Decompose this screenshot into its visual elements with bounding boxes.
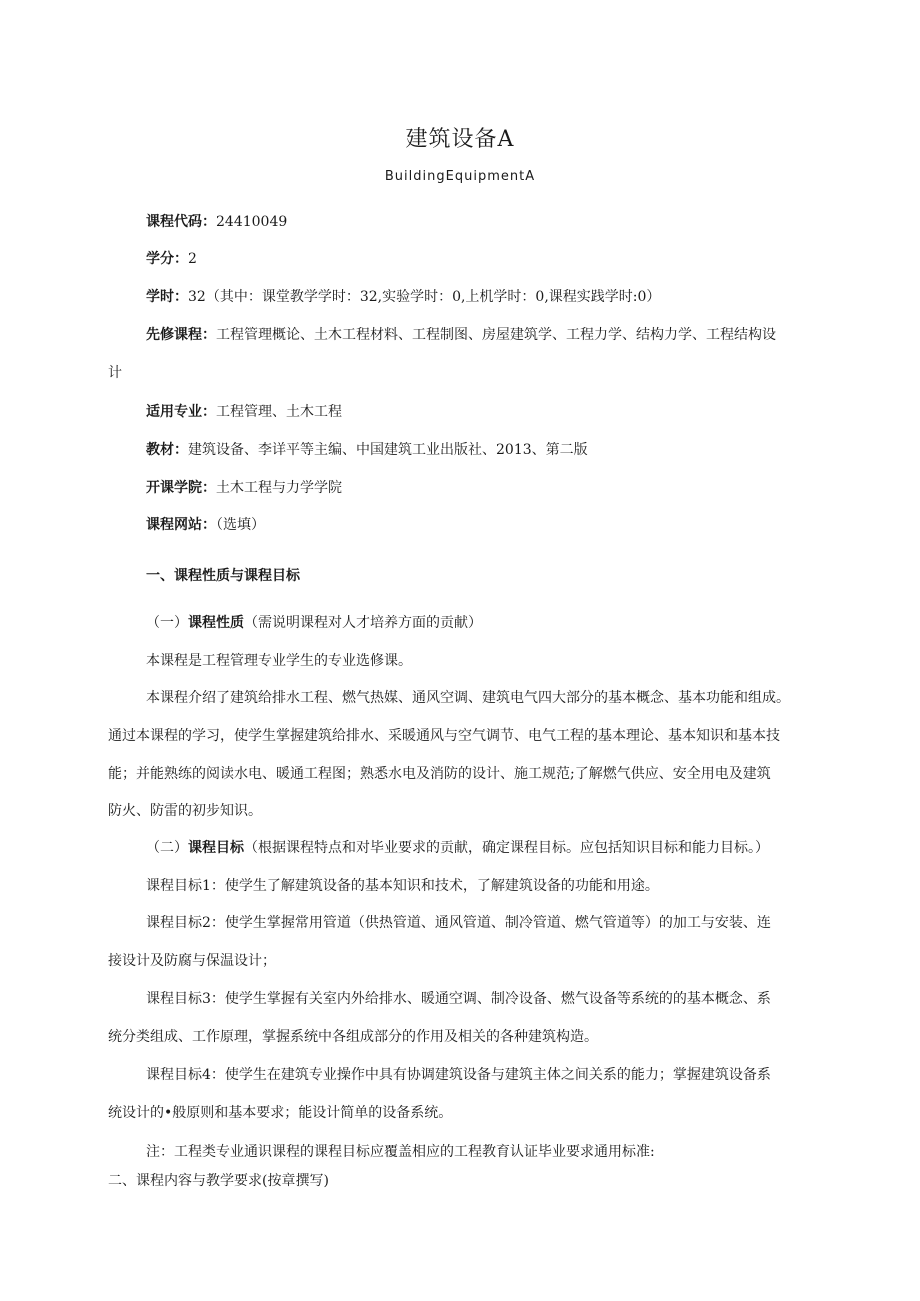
nature-prefix: （一）	[146, 615, 188, 631]
course-code-label: 课程代码：	[146, 214, 216, 230]
document-title: 建筑设备A	[405, 127, 515, 152]
website-row	[146, 516, 265, 534]
document-subtitle: BuildingEquipmentA	[384, 169, 536, 184]
nature-p2-line1: 本课程介绍了建筑给排水工程、燃气热媒、通风空调、建筑电气四大部分的基本概念、基本功能和组成。	[146, 690, 790, 706]
college-row	[146, 479, 342, 497]
nature-note: （需说明课程对人才培养方面的贡献）	[244, 615, 482, 631]
nature-label: 课程性质	[188, 615, 244, 631]
goal-3-line2: 统分类组成、工作原理，掌握系统中各组成部分的作用及相关的各种建筑构造。	[108, 1029, 598, 1045]
goals-subheading	[146, 839, 769, 857]
nature-p2-line4: 防火、防雷的初步知识。	[108, 803, 262, 819]
majors-label: 适用专业：	[146, 404, 216, 420]
nature-subheading	[146, 614, 482, 632]
goal-4-line2: 统设计的•般原则和基本要求；能设计简单的设备系统。	[108, 1105, 453, 1121]
nature-paragraph-1: 本课程是工程管理专业学生的专业选修课。	[146, 653, 412, 669]
course-code-row	[146, 213, 287, 231]
hours-value: 32（其中：课堂教学学时：32,实验学时：0,上机学时：0,课程实践学时:0）	[188, 289, 661, 305]
textbook-label: 教材：	[146, 442, 188, 458]
goals-note: （根据课程特点和对毕业要求的贡献，确定课程目标。应包括知识目标和能力目标。）	[244, 840, 769, 856]
nature-p2-line2: 通过本课程的学习，使学生掌握建筑给排水、采暖通风与空气调节、电气工程的基本理论、基本知识和基本技	[108, 728, 780, 744]
section2-heading: 二、课程内容与教学要求(按章撰写)	[108, 1173, 329, 1189]
textbook-value: 建筑设备、李详平等主编、中国建筑工业出版社、2013、第二版	[188, 442, 588, 458]
goal-1: 课程目标1：使学生了解建筑设备的基本知识和技术，了解建筑设备的功能和用途。	[146, 878, 659, 894]
website-value: （选填）	[216, 517, 265, 533]
majors-row	[146, 403, 342, 421]
textbook-row	[146, 441, 588, 459]
section1-heading: 一、课程性质与课程目标	[146, 568, 300, 584]
hours-row	[146, 288, 660, 306]
credits-row	[146, 250, 197, 268]
goal-3-line1: 课程目标3：使学生掌握有关室内外给排水、暖通空调、制冷设备、燃气设备等系统的的基本概念、系	[146, 991, 771, 1007]
prerequisites-value: 工程管理概论、土木工程材料、工程制图、房屋建筑学、工程力学、结构力学、工程结构设	[216, 327, 776, 343]
majors-value: 工程管理、土木工程	[216, 404, 342, 420]
goals-note-line: 注：工程类专业通识课程的课程目标应覆盖相应的工程教育认证毕业要求通用标准:	[146, 1144, 655, 1160]
prerequisites-row	[146, 326, 776, 344]
course-code-value: 24410049	[216, 214, 288, 230]
goal-4-line1: 课程目标4：使学生在建筑专业操作中具有协调建筑设备与建筑主体之间关系的能力；掌握建筑设备系	[146, 1067, 771, 1083]
prerequisites-continuation: 计	[108, 365, 122, 381]
college-label: 开课学院：	[146, 480, 216, 496]
goals-prefix: （二）	[146, 840, 188, 856]
website-label: 课程网站：	[146, 517, 216, 533]
goal-2-line1: 课程目标2：使学生掌握常用管道（供热管道、通风管道、制冷管道、燃气管道等）的加工与安装、连	[146, 915, 771, 931]
credits-value: 2	[188, 251, 197, 267]
goals-label: 课程目标	[188, 840, 244, 856]
hours-label: 学时：	[146, 289, 188, 305]
credits-label: 学分：	[146, 251, 188, 267]
goal-2-line2: 接设计及防腐与保温设计；	[108, 953, 276, 969]
prerequisites-label: 先修课程：	[146, 327, 216, 343]
college-value: 土木工程与力学学院	[216, 480, 342, 496]
nature-p2-line3: 能；并能熟练的阅读水电、暖通工程图；熟悉水电及消防的设计、施工规范;了解燃气供应、安全用电及建筑	[108, 766, 771, 782]
